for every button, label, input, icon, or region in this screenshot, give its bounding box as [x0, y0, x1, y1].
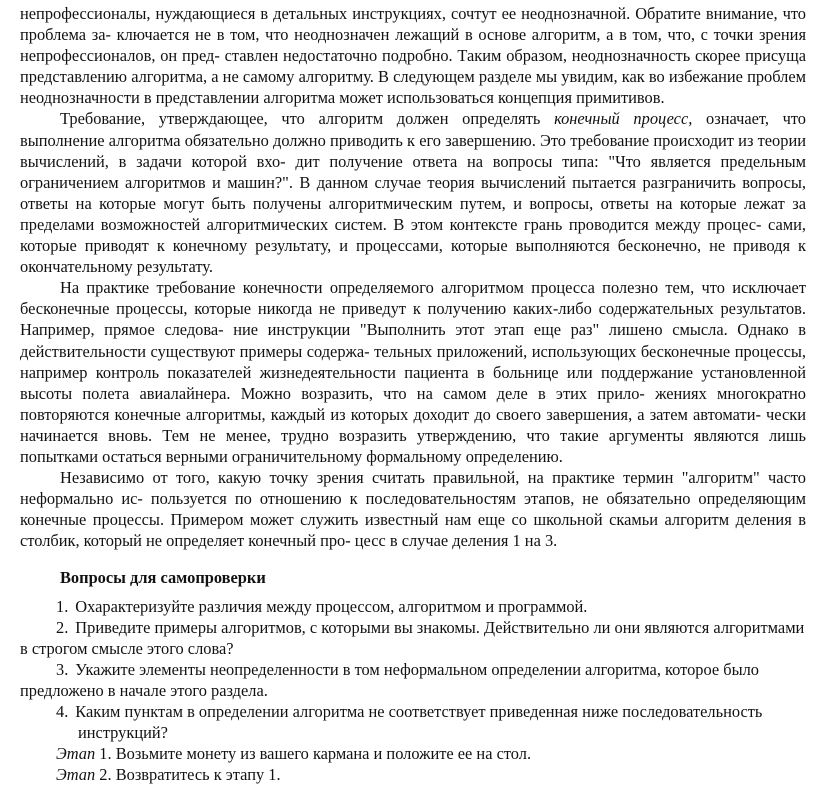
- question-3: [20, 659, 806, 701]
- steps-list: [20, 743, 806, 785]
- paragraph-1-text: непрофессионалы, нуждающиеся в детальных инструкциях, сочтут ее неоднозначной. Обратите внимание, что проблема за- ключается не в том, что неоднозначен лежащий в основе алгоритм, а в том, что, с точки зрения непрофессионалов, он пред- ставлен недостаточно подробно. Таким образом, неоднозначность скорее присуща представлению алгоритма, а не самому алгоритму. В следующем разделе мы увидим, как во избежание проблем неоднозначности в представлении алгоритма может использоваться концепция примитивов.: [20, 4, 806, 108]
- step-1-number: 1.: [99, 744, 112, 764]
- questions-list: [20, 596, 806, 744]
- question-4-number: 4.: [56, 702, 69, 721]
- question-2-text: Приведите примеры алгоритмов, с которыми вы знакомы. Действительно ли они являются алгоритмами в строгом смысле этого слова?: [20, 617, 805, 658]
- step-1-text: Возьмите монету из вашего кармана и положите ее на стол.: [115, 744, 532, 764]
- paragraph-4: [20, 467, 806, 551]
- paragraph-3: [20, 277, 806, 467]
- paragraph-1: [20, 3, 806, 108]
- question-1-number: 1.: [56, 596, 69, 616]
- question-2-number: 2.: [56, 617, 69, 637]
- paragraph-2-text-b: означает, что выполнение алгоритма обязательно должно приводить к его завершению. Это требование происходит из теории вычислений, в задачи которой вхо- дит получение ответа на вопросы типа: "Что является предельным ограничением алгоритмов и машин?". В данном случае теория вычислений пытается разграничить вопросы, ответы на которые могут быть получены алгоритмическим путем, и вопросы, ответы на которые лежат за пределами возможностей алгоритмических систем. В этом контексте грань проводится между процес- сами, которые приводят к конечному результату, и процессами, которые выполняются бесконечно, не приводя к окончательному результату.: [20, 109, 807, 277]
- step-2-number: 2.: [99, 765, 112, 785]
- paragraph-2: [20, 108, 806, 277]
- body-text: [20, 3, 806, 551]
- question-1-text: Охарактеризуйте различия между процессом, алгоритмом и программой.: [75, 596, 588, 616]
- step-2-text: Возвратитесь к этапу 1.: [115, 765, 281, 785]
- questions-heading: Вопросы для самопроверки: [60, 568, 266, 588]
- question-3-text: Укажите элементы неопределенности в том неформальном определении алгоритма, которое было предложено в начале этого раздела.: [20, 659, 759, 700]
- question-4-text: Каким пунктам в определении алгоритма не соответствует приведенная ниже последовательность инструкций?: [75, 702, 763, 743]
- paragraph-3-text: На практике требование конечности определяемого алгоритмом процесса полезно тем, что исключает бесконечные процессы, которые никогда не приведут к получению каких-либо содержательных результатов. Например, прямое следова- ние инструкции "Выполнить этот этап еще раз" лишено смысла. Однако в действительности существуют примеры содержа- тельных приложений, использующих бесконечные процессы, например контроль показателей жизнедеятельности пациента в больнице или поддержание установленной высоты полета авиалайнера. Можно возразить, что на самом деле в этих прило- жениях многократно повторяются конечные алгоритмы, каждый из которых доходит до своего завершения, а затем автомати- чески начинается вновь. Тем не менее, трудно возразить утверждению, что такие аргументы являются лишь попытками остаться верными ограничительному формальному определению.: [20, 278, 806, 466]
- question-2: [20, 617, 806, 659]
- question-3-number: 3.: [56, 659, 69, 679]
- paragraph-2-text-a: Требование, утверждающее, что алгоритм должен определять: [60, 109, 555, 129]
- question-4: [56, 701, 806, 743]
- step-1: [56, 743, 806, 764]
- step-2: [56, 764, 806, 785]
- step-1-label: Этап: [56, 744, 96, 764]
- question-1: [20, 596, 806, 617]
- paragraph-4-text: Независимо от того, какую точку зрения считать правильной, на практике термин "алгоритм" часто неформально ис- пользуется по отношению к последовательностям этапов, не обязательно определяющим конечные процессы. Примером может служить известный нам еще со школьной скамьи алгоритм деления в столбик, который не определяет конечный про- цесс в случае деления 1 на 3.: [20, 468, 806, 551]
- step-2-label: Этап: [56, 765, 96, 785]
- paragraph-2-emphasis: конечный процесс,: [554, 109, 693, 129]
